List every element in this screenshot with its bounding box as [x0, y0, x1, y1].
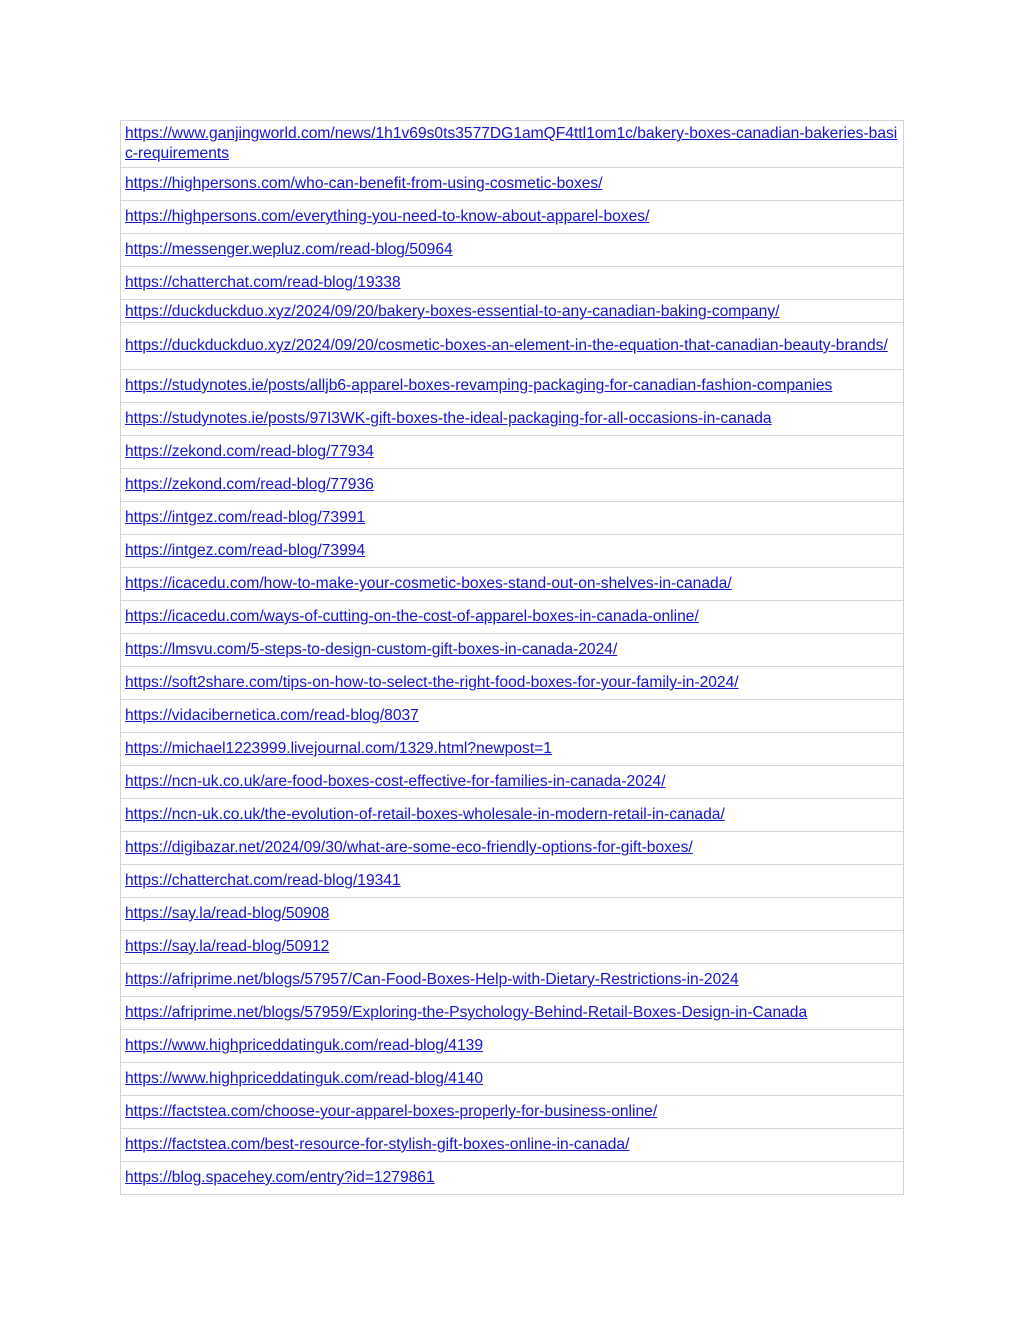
table-row: [121, 323, 904, 370]
table-row: [121, 121, 904, 168]
table-cell: [121, 535, 904, 568]
link[interactable]: https://chatterchat.com/read-blog/19338: [125, 274, 401, 291]
link[interactable]: https://lmsvu.com/5-steps-to-design-custom-gift-boxes-in-canada-2024/: [125, 641, 618, 658]
link[interactable]: https://duckduckduo.xyz/2024/09/20/bakery-boxes-essential-to-any-canadian-baking-company/: [125, 303, 780, 320]
table-cell: [121, 168, 904, 201]
table-cell: [121, 898, 904, 931]
table-cell: [121, 733, 904, 766]
table-row: [121, 733, 904, 766]
link[interactable]: https://say.la/read-blog/50908: [125, 905, 330, 922]
link[interactable]: https://highpersons.com/everything-you-need-to-know-about-apparel-boxes/: [125, 208, 650, 225]
table-cell: [121, 201, 904, 234]
table-row: [121, 766, 904, 799]
table-row: [121, 300, 904, 323]
table-cell: [121, 403, 904, 436]
table-row: [121, 931, 904, 964]
table-row: [121, 267, 904, 300]
table-cell: [121, 634, 904, 667]
link[interactable]: https://duckduckduo.xyz/2024/09/20/cosmetic-boxes-an-element-in-the-equation-that-canadian-beauty-brands/: [125, 337, 888, 354]
table-row: [121, 234, 904, 267]
table-cell: [121, 267, 904, 300]
table-cell: [121, 931, 904, 964]
link[interactable]: https://messenger.wepluz.com/read-blog/50964: [125, 241, 453, 258]
link[interactable]: https://chatterchat.com/read-blog/19341: [125, 872, 401, 889]
table-row: [121, 964, 904, 997]
link[interactable]: https://michael1223999.livejournal.com/1329.html?newpost=1: [125, 740, 552, 757]
table-row: [121, 667, 904, 700]
table-row: [121, 502, 904, 535]
table-cell: [121, 601, 904, 634]
table-cell: [121, 300, 904, 323]
table-cell: [121, 502, 904, 535]
table-row: [121, 535, 904, 568]
table-row: [121, 403, 904, 436]
table-row: [121, 832, 904, 865]
table-cell: [121, 832, 904, 865]
link[interactable]: https://factstea.com/choose-your-apparel-boxes-properly-for-business-online/: [125, 1103, 658, 1120]
link[interactable]: https://soft2share.com/tips-on-how-to-select-the-right-food-boxes-for-your-family-in-2024/: [125, 674, 739, 691]
table-row: [121, 865, 904, 898]
table-row: [121, 201, 904, 234]
link[interactable]: https://zekond.com/read-blog/77934: [125, 443, 374, 460]
table-cell: [121, 234, 904, 267]
table-row: [121, 168, 904, 201]
table-cell: [121, 799, 904, 832]
link[interactable]: https://afriprime.net/blogs/57959/Exploring-the-Psychology-Behind-Retail-Boxes-Design-in-Canada: [125, 1004, 808, 1021]
link[interactable]: https://zekond.com/read-blog/77936: [125, 476, 374, 493]
table-row: [121, 898, 904, 931]
table-row: [121, 634, 904, 667]
table-cell: [121, 865, 904, 898]
table-row: [121, 1096, 904, 1129]
table-cell: [121, 1030, 904, 1063]
table-row: [121, 700, 904, 733]
table-cell: [121, 700, 904, 733]
link[interactable]: https://vidacibernetica.com/read-blog/8037: [125, 707, 419, 724]
link[interactable]: https://intgez.com/read-blog/73994: [125, 542, 366, 559]
link[interactable]: https://ncn-uk.co.uk/are-food-boxes-cost-effective-for-families-in-canada-2024/: [125, 773, 666, 790]
table-row: [121, 1063, 904, 1096]
table-cell: [121, 1129, 904, 1162]
link[interactable]: https://digibazar.net/2024/09/30/what-are-some-eco-friendly-options-for-gift-boxes/: [125, 839, 693, 856]
table-cell: [121, 667, 904, 700]
table-row: [121, 601, 904, 634]
link[interactable]: https://icacedu.com/how-to-make-your-cosmetic-boxes-stand-out-on-shelves-in-canada/: [125, 575, 732, 592]
table-cell: [121, 997, 904, 1030]
link[interactable]: https://www.highpriceddatinguk.com/read-blog/4139: [125, 1037, 484, 1054]
table-cell: [121, 964, 904, 997]
table-cell: [121, 1096, 904, 1129]
table-cell: [121, 766, 904, 799]
table-row: [121, 436, 904, 469]
table-cell: [121, 568, 904, 601]
table-row: [121, 1129, 904, 1162]
link[interactable]: https://www.ganjingworld.com/news/1h1v69s0ts3577DG1amQF4ttl1om1c/bakery-boxes-canadian-bakeries-basic-requirements: [125, 125, 898, 162]
table-row: [121, 370, 904, 403]
link[interactable]: https://studynotes.ie/posts/97I3WK-gift-boxes-the-ideal-packaging-for-all-occasions-in-canada: [125, 410, 772, 427]
table-row: [121, 997, 904, 1030]
table-row: [121, 568, 904, 601]
table-row: [121, 1162, 904, 1195]
link-table: [120, 120, 904, 1195]
link[interactable]: https://afriprime.net/blogs/57957/Can-Food-Boxes-Help-with-Dietary-Restrictions-in-2024: [125, 971, 739, 988]
link[interactable]: https://ncn-uk.co.uk/the-evolution-of-retail-boxes-wholesale-in-modern-retail-in-canada/: [125, 806, 725, 823]
table-cell: [121, 1162, 904, 1195]
link[interactable]: https://studynotes.ie/posts/alljb6-apparel-boxes-revamping-packaging-for-canadian-fashion-companies: [125, 377, 833, 394]
link[interactable]: https://www.highpriceddatinguk.com/read-blog/4140: [125, 1070, 484, 1087]
table-cell: [121, 370, 904, 403]
table-cell: [121, 121, 904, 168]
link[interactable]: https://say.la/read-blog/50912: [125, 938, 330, 955]
link[interactable]: https://highpersons.com/who-can-benefit-from-using-cosmetic-boxes/: [125, 175, 603, 192]
table-row: [121, 1030, 904, 1063]
table-cell: [121, 323, 904, 370]
link[interactable]: https://blog.spacehey.com/entry?id=1279861: [125, 1169, 435, 1186]
link[interactable]: https://intgez.com/read-blog/73991: [125, 509, 366, 526]
table-cell: [121, 436, 904, 469]
table-row: [121, 799, 904, 832]
table-cell: [121, 1063, 904, 1096]
table-cell: [121, 469, 904, 502]
table-row: [121, 469, 904, 502]
link[interactable]: https://factstea.com/best-resource-for-stylish-gift-boxes-online-in-canada/: [125, 1136, 630, 1153]
link[interactable]: https://icacedu.com/ways-of-cutting-on-the-cost-of-apparel-boxes-in-canada-online/: [125, 608, 699, 625]
